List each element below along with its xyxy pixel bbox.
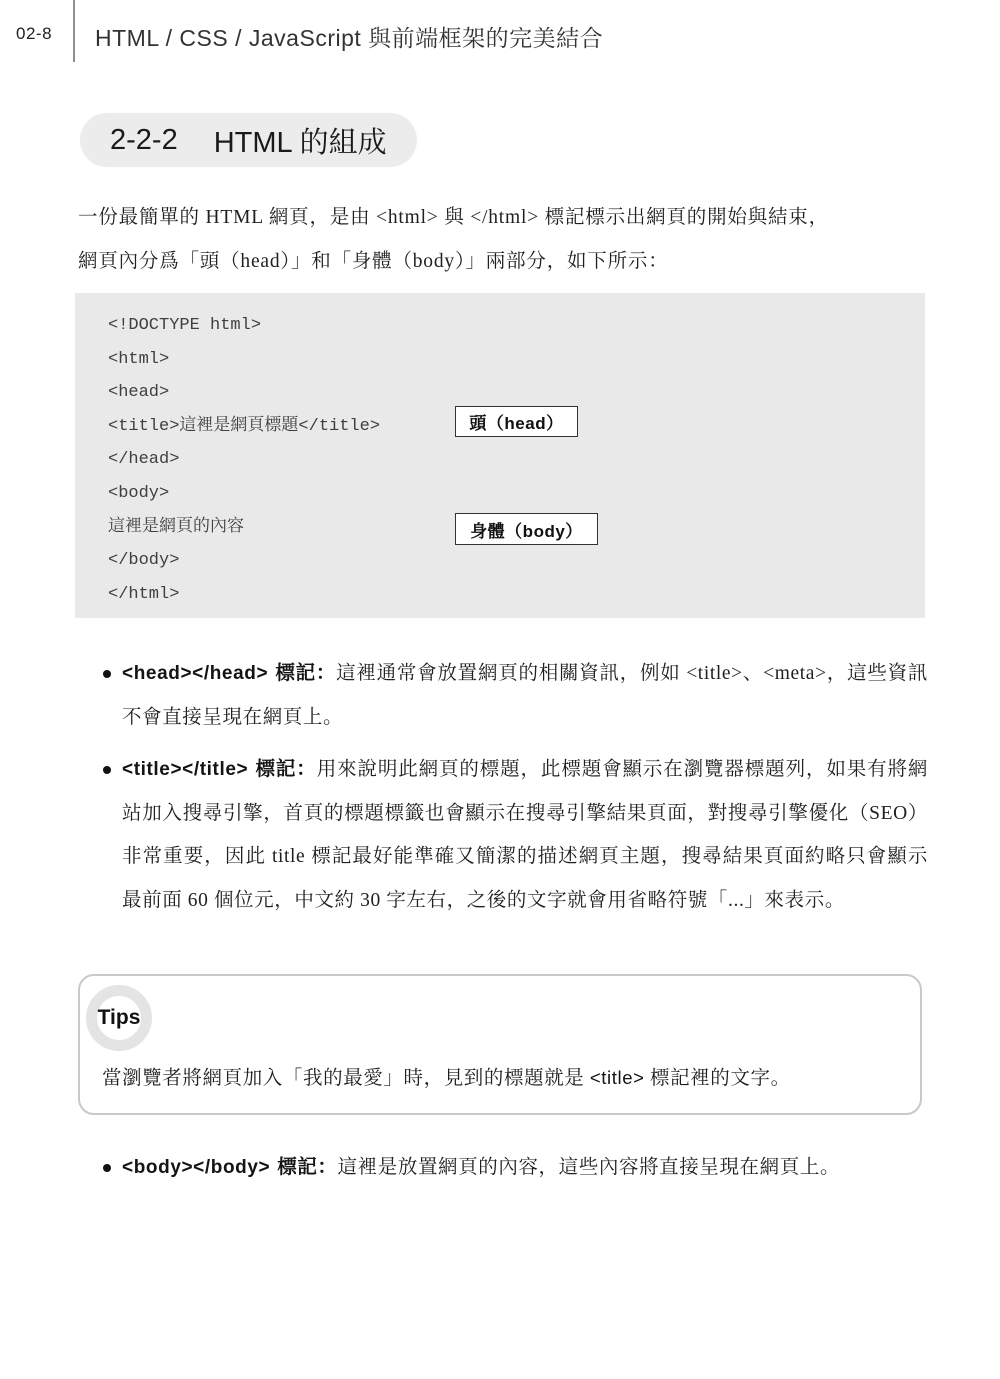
- code-line: </html>: [108, 584, 180, 604]
- bullet-text: [122, 1146, 928, 1190]
- section-heading: [80, 113, 417, 167]
- bullet-item-head: [103, 652, 928, 739]
- bullet-text: [122, 748, 928, 922]
- code-line: </head>: [108, 450, 180, 470]
- tag-literal: <title>: [686, 663, 743, 684]
- bullet-body-text: ，這些資訊不會直接呈現在網頁上。: [122, 663, 928, 728]
- bullet-body-text: 這裡通常會放置網頁的相關資訊，例如: [336, 663, 687, 684]
- head-label-box: [455, 406, 578, 437]
- tag-literal: <body></body>: [122, 1157, 271, 1178]
- tag-literal: <meta>: [763, 663, 827, 684]
- bullet-label: 標記：: [255, 758, 317, 780]
- code-line: <title>這裡是網頁標題</title>: [108, 416, 381, 436]
- tag-literal: <head></head>: [122, 663, 269, 684]
- code-line: 這裡是網頁的內容: [108, 517, 244, 537]
- code-line: <head>: [108, 383, 170, 403]
- intro-line-1: 一份最簡單的 HTML 網頁，是由 <html> 與 </html> 標記標示出網頁的開始與結束，: [78, 207, 829, 228]
- code-sample-block: [75, 293, 925, 618]
- tips-badge-label: Tips: [97, 1006, 141, 1029]
- running-head-title: HTML / CSS / JavaScript 與前端框架的完美結合: [95, 25, 604, 51]
- code-line: <body>: [108, 483, 170, 503]
- intro-line-2: 網頁內分爲「頭（head）」和「身體（body）」兩部分，如下所示：: [78, 251, 669, 272]
- body-label-text: 身體（body）: [470, 521, 583, 541]
- bullet-icon: [103, 1164, 111, 1172]
- bullet-text: [122, 652, 928, 739]
- tips-body-text: 標記裡的文字。: [644, 1068, 791, 1089]
- bullet-item-body: [103, 1146, 928, 1190]
- tips-body-text: 當瀏覽者將網頁加入「我的最愛」時，見到的標題就是: [102, 1068, 590, 1089]
- tips-callout: [78, 974, 922, 1115]
- header-divider: [73, 0, 75, 62]
- code-line: </body>: [108, 551, 180, 571]
- section-number: 2-2-2: [110, 123, 178, 156]
- bullet-icon: [103, 670, 111, 678]
- head-label-text: 頭（head）: [469, 414, 564, 433]
- bullet-icon: [103, 766, 111, 774]
- intro-paragraph: [78, 196, 930, 284]
- code-line: <!DOCTYPE html>: [108, 316, 262, 335]
- section-title: HTML 的組成: [213, 126, 387, 159]
- body-label-box: [455, 513, 598, 545]
- tips-text: [102, 1062, 902, 1090]
- code-line: <html>: [108, 349, 170, 369]
- bullet-body-text: 、: [742, 663, 764, 684]
- bullet-body-text: 用來說明此網頁的標題，此標題會顯示在瀏覽器標題列，如果有將網站加入搜尋引擎，首頁的標題標籤也會顯示在搜尋引擎結果頁面，對搜尋引擎優化（SEO）非常重要，因此 title 標記最好能準確又簡潔的描述網頁主題，搜尋結果頁面約略只會顯示最前面 60 個位元，中文約 30 字左右，之後的文字就會用省略符號「...」來表示。: [122, 759, 928, 911]
- bullet-item-title: [103, 748, 928, 922]
- page-number: 02-8: [16, 24, 53, 43]
- tag-literal: <title></title>: [122, 759, 249, 780]
- bullet-label: 標記：: [277, 1156, 338, 1178]
- tag-literal: <title>: [589, 1067, 645, 1088]
- bullet-body-text: 這裡是放置網頁的內容，這些內容將直接呈現在網頁上。: [337, 1157, 841, 1178]
- bullet-label: 標記：: [275, 662, 337, 684]
